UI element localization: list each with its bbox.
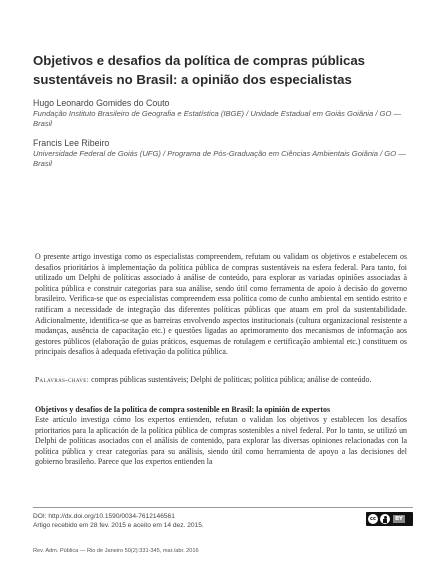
author-2 bbox=[33, 138, 423, 169]
spanish-title: Objetivos y desafíos de la política de compra sostenible en Brasil: la opinión de expertos bbox=[35, 405, 331, 414]
abstract-text: O presente artigo investiga como os especialistas compreendem, refutam ou validam os objetivos e estabelecem os desafios prioritários à implementação da política pública de compras sustentáveis na esfera federal. Para tanto, foi utilizado um Delphi de políticas associado à análise de conteúdo, para explorar as variadas opiniões associadas à política pública e construir categorias para sua análise, sendo útil como ferramenta de apoio à decisão do governo brasileiro. Verifica-se que os especialistas compreendem essa política como de cunho ambiental em sentido estrito e ratificam a necessidade de integração das diferentes políticas públicas que atuam em prol da sustentabilidade. Adicionalmente, identifica-se que as barreiras envolvendo aspectos institucionais (cultura organizacional resistente a mudanças, ausência de capacitação etc.) e questões ligadas ao aprimoramento dos mecanismos de informação aos gestores públicos (elaboração de guias práticos, esquemas de rotulagem e certificação ambiental etc.) constituem os principais desafios à adequada efetivação da política pública. bbox=[35, 252, 407, 357]
footer-divider bbox=[33, 507, 413, 508]
cc-icon: cc bbox=[368, 514, 378, 524]
spanish-abstract-text: Este artículo investiga cómo los expertos entienden, refutan o validan los objetivos y establecen los desafíos prioritarios para la aplicación de la política pública de compras sostenibles a nivel federal. Por lo tanto, se utilizó un Delphi de políticas asociados con el análisis de contenido, para explorar las diversas opiniones relacionadas con la política pública y crear categorías para su análisis, siendo útil como herramienta de apoyo a las decisiones del gobierno brasileño. Parece que los expertos entienden la bbox=[35, 415, 407, 467]
received-dates: Artigo recebido em 28 fev. 2015 e aceito em 14 dez. 2015. bbox=[33, 522, 204, 529]
cc-by-label: BY bbox=[395, 516, 403, 522]
keywords bbox=[35, 375, 407, 386]
author-name: Hugo Leonardo Gomides do Couto bbox=[33, 98, 170, 108]
author-name: Francis Lee Ribeiro bbox=[33, 138, 110, 148]
author-1 bbox=[33, 98, 423, 129]
author-affiliation: Universidade Federal de Goiás (UFG) / Programa de Pós-Graduação em Ciências Ambientais Goiânia / GO — Brasil bbox=[33, 149, 406, 168]
journal-footer: Rev. Adm. Pública — Rio de Janeiro 50(2):331-345, mar./abr. 2016 bbox=[33, 548, 199, 554]
keywords-text: compras públicas sustentáveis; Delphi de políticas; política pública; análise de conteúdo. bbox=[91, 375, 372, 384]
keywords-label: Palavras-chave: bbox=[35, 375, 90, 384]
creative-commons-license-badge[interactable] bbox=[366, 512, 413, 526]
doi-link[interactable]: DOI: http://dx.doi.org/10.1590/0034-7612146561 bbox=[33, 513, 175, 520]
attribution-person-icon bbox=[380, 514, 390, 524]
article-title: Objetivos e desafios da política de compras públicas sustentáveis no Brasil: a opinião dos especialistas bbox=[33, 53, 365, 87]
author-affiliation: Fundação Instituto Brasileiro de Geografia e Estatística (IBGE) / Unidade Estadual em Goiás Goiânia / GO — Brasil bbox=[33, 109, 402, 128]
